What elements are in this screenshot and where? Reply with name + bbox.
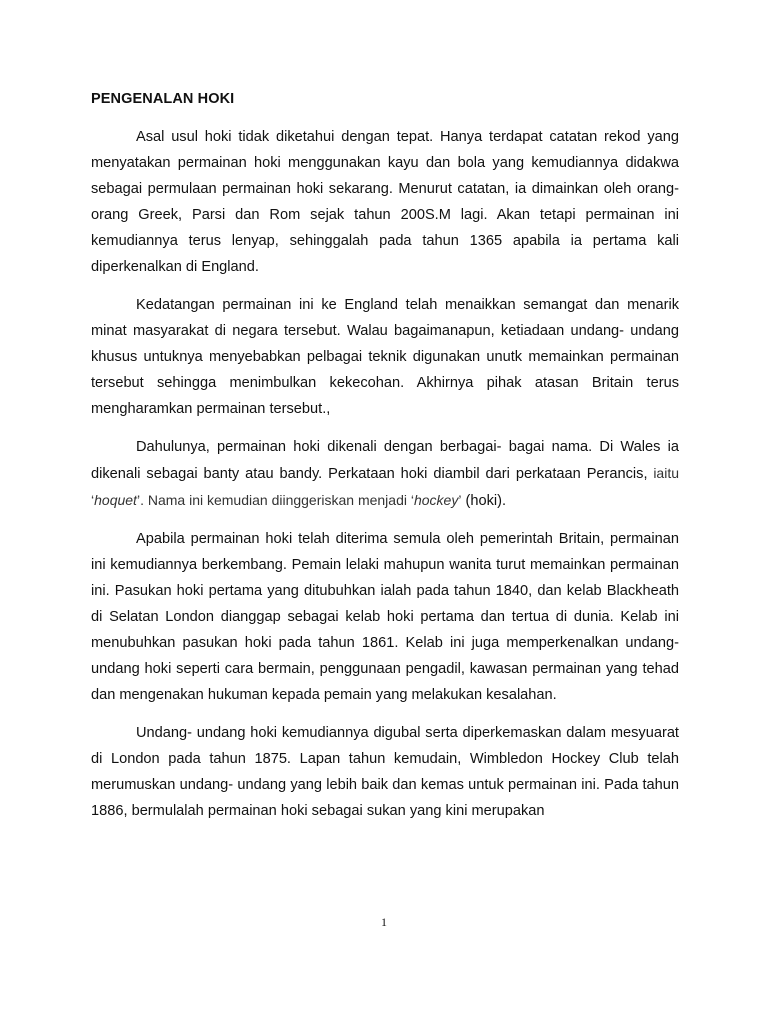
term-hoquet: hoquet: [94, 492, 137, 508]
paragraph-names-text-5: (hoki).: [461, 493, 507, 509]
paragraph-origin: Asal usul hoki tidak diketahui dengan tepat. Hanya terdapat catatan rekod yang menyatakan permainan hoki menggunakan kayu dan bola yang kemudiannya didakwa sebagai permulaan permainan hoki sekarang. Menurut catatan, ia dimainkan oleh orang- orang Greek, Parsi dan Rom sejak tahun 200S.M lagi. Akan tetapi permainan ini kemudiannya terus lenyap, sehinggalah pada tahun 1365 apabila ia pertama kali diperkenalkan di England.: [91, 129, 679, 275]
paragraph-rules: Undang- undang hoki kemudiannya digubal serta diperkemaskan dalam mesyuarat di London pada tahun 1875. Lapan tahun kemudain, Wimbledon Hockey Club telah merumuskan undang- undang yang lebih baik dan kemas untuk permainan ini. Pada tahun 1886, bermulalah permainan hoki sebagai sukan yang kini merupakan: [91, 725, 679, 819]
page-number: 1: [381, 915, 387, 929]
document-title: PENGENALAN HOKI: [91, 91, 235, 107]
paragraph-names-text-4: ’: [458, 492, 462, 508]
paragraph-england: Kedatangan permainan ini ke England telah menaikkan semangat dan menarik minat masyarakat di negara tersebut. Walau bagaimanapun, ketiadaan undang- undang khusus untuknya menyebabkan pelbagai teknik digunakan unutk memainkan permainan tersebut sehingga menimbulkan kekecohan. Akhirnya pihak atasan Britain terus mengharamkan permainan tersebut.,: [91, 297, 679, 417]
paragraph-names-text-2: iaitu ‘: [91, 465, 679, 508]
paragraph-names: [91, 434, 679, 514]
paragraph-acceptance: Apabila permainan hoki telah diterima semula oleh pemerintah Britain, permainan ini kemudiannya berkembang. Pemain lelaki mahupun wanita turut memainkan permainan ini. Pasukan hoki pertama yang ditubuhkan ialah pada tahun 1840, dan kelab Blackheath di Selatan London dianggap sebagai kelab hoki pertama dan tertua di dunia. Kelab ini menubuhkan pasukan hoki pada tahun 1861. Kelab ini juga memperkenalkan undang- undang hoki seperti cara bermain, penggunaan pengadil, kawasan permainan yang tehad dan mengenakan hukuman kepada pemain yang melakukan kesalahan.: [91, 531, 679, 703]
document-body: [91, 88, 679, 836]
paragraph-names-text-1: Dahulunya, permainan hoki dikenali dengan berbagai- bagai nama. Di Wales ia dikenali sebagai banty atau bandy. Perkataan hoki diambil dari perkataan Perancis,: [91, 439, 679, 482]
term-hockey: hockey: [413, 492, 459, 508]
paragraph-names-text-3: ’. Nama ini kemudian diinggeriskan menjadi ‘: [136, 492, 414, 508]
